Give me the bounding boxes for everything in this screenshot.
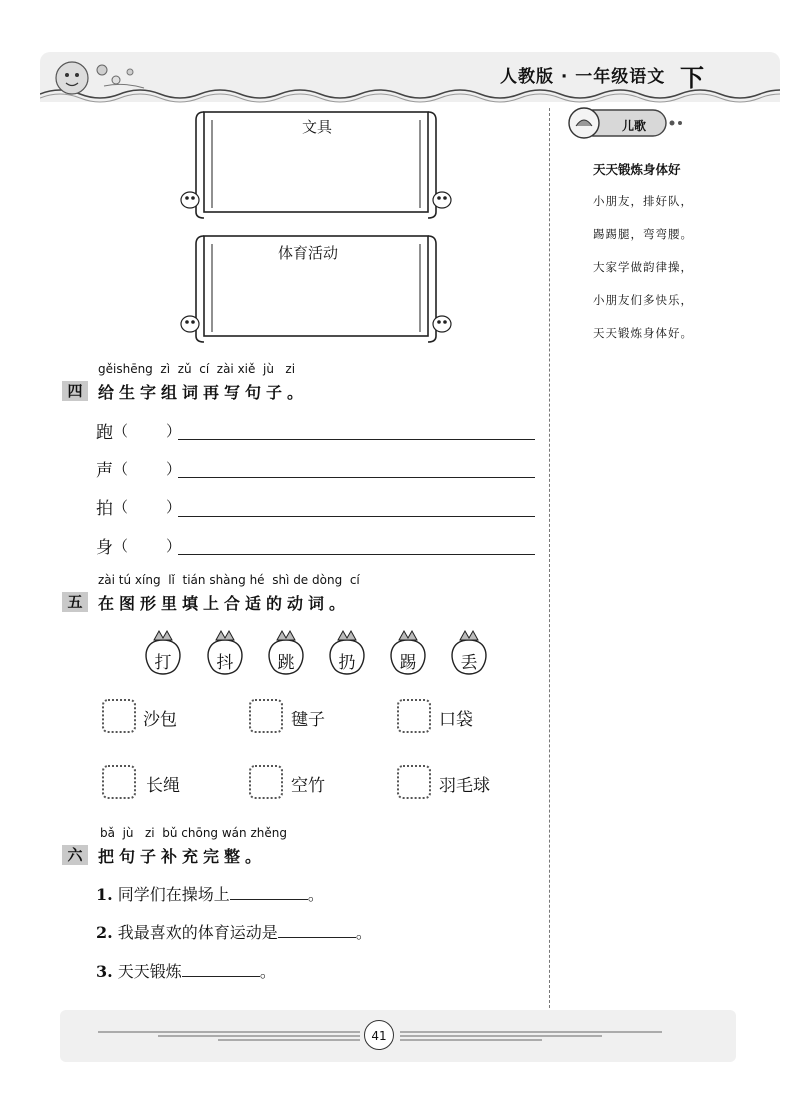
sentence-blank[interactable] — [278, 936, 356, 938]
noun-word: 空竹 — [291, 776, 325, 796]
poem-line: 小朋友，排好队， — [593, 194, 693, 208]
poem-line: 小朋友们多快乐， — [593, 293, 693, 307]
q4-paren-open: （ — [113, 498, 129, 516]
section4-title: 给生字组词再写句子。 — [98, 383, 309, 402]
sentence-blank[interactable] — [230, 898, 308, 900]
scroll-title-sports: 体育活动 — [278, 244, 339, 262]
sentence-text: 天天锻炼 — [117, 962, 182, 981]
sidebar-divider — [549, 108, 550, 1008]
verb-strawberry: 扔 — [338, 653, 356, 673]
q4-character: 跑 — [96, 423, 113, 443]
section5-title: 在图形里填上合适的动词。 — [98, 594, 351, 613]
noun-word: 毽子 — [291, 710, 325, 730]
poem-line: 大家学做韵律操， — [593, 260, 693, 274]
noun-word: 口袋 — [439, 710, 473, 730]
sentence-3 — [96, 959, 276, 982]
section4-number: 四 — [62, 381, 88, 401]
sentence-end: 。 — [307, 885, 324, 904]
header-volume: 下 — [680, 64, 704, 92]
section6-title: 把句子补充完整。 — [98, 847, 267, 866]
q4-paren-open: （ — [113, 460, 129, 478]
nursery-rhyme-label: 儿歌 — [622, 119, 647, 133]
q4-character: 拍 — [96, 499, 113, 519]
sentence-text: 我最喜欢的体育运动是 — [117, 923, 278, 942]
sentence-number: 1. — [96, 885, 113, 904]
section6-pinyin: bǎ jù zi bǔ chōng wán zhěng — [100, 826, 287, 840]
q4-paren-close: ） — [166, 537, 182, 555]
sentence-blank[interactable] — [182, 975, 260, 977]
sentence-end: 。 — [355, 923, 372, 942]
q4-sentence-line[interactable] — [178, 554, 535, 555]
verb-strawberry: 打 — [154, 653, 172, 673]
verb-strawberry: 踢 — [399, 653, 417, 673]
noun-word: 长绳 — [146, 776, 180, 796]
sentence-2 — [96, 920, 372, 943]
scroll-title-stationery: 文具 — [302, 118, 333, 136]
sentence-number: 3. — [96, 962, 113, 981]
sentence-1 — [96, 882, 324, 905]
cartoon-logo-icon — [44, 54, 154, 102]
verb-answer-box[interactable] — [102, 699, 136, 733]
verb-strawberry: 跳 — [277, 653, 295, 673]
page-number: 41 — [364, 1020, 394, 1050]
verb-answer-box[interactable] — [397, 765, 431, 799]
q4-sentence-line[interactable] — [178, 477, 535, 478]
section6-number: 六 — [62, 845, 88, 865]
noun-word: 沙包 — [143, 710, 177, 730]
q4-paren-close: ） — [166, 460, 182, 478]
q4-paren-close: ） — [166, 422, 182, 440]
noun-word: 羽毛球 — [439, 776, 490, 796]
q4-paren-open: （ — [113, 537, 129, 555]
verb-answer-box[interactable] — [249, 699, 283, 733]
q4-character: 身 — [96, 538, 113, 558]
header-title: 人教版 · 一年级语文 — [500, 67, 666, 87]
verb-strawberry: 抖 — [216, 653, 234, 673]
sentence-end: 。 — [259, 962, 276, 981]
poem-line: 踢踢腿，弯弯腰。 — [593, 227, 693, 241]
verb-answer-box[interactable] — [249, 765, 283, 799]
q4-paren-close: ） — [166, 498, 182, 516]
verb-strawberry: 丢 — [460, 653, 478, 673]
q4-character: 声 — [96, 461, 113, 481]
q4-paren-open: （ — [113, 422, 129, 440]
q4-sentence-line[interactable] — [178, 516, 535, 517]
sentence-number: 2. — [96, 923, 113, 942]
poem-line: 天天锻炼身体好。 — [593, 326, 693, 340]
verb-answer-box[interactable] — [102, 765, 136, 799]
verb-answer-box[interactable] — [397, 699, 431, 733]
q4-sentence-line[interactable] — [178, 439, 535, 440]
poem-title: 天天锻炼身体好 — [593, 162, 681, 177]
section5-number: 五 — [62, 592, 88, 612]
sentence-text: 同学们在操场上 — [117, 885, 230, 904]
section4-pinyin: gěishēng zì zǔ cí zài xiě jù zi — [98, 362, 296, 376]
section5-pinyin: zài tú xíng lǐ tián shàng hé shì de dòng cí — [98, 573, 360, 587]
